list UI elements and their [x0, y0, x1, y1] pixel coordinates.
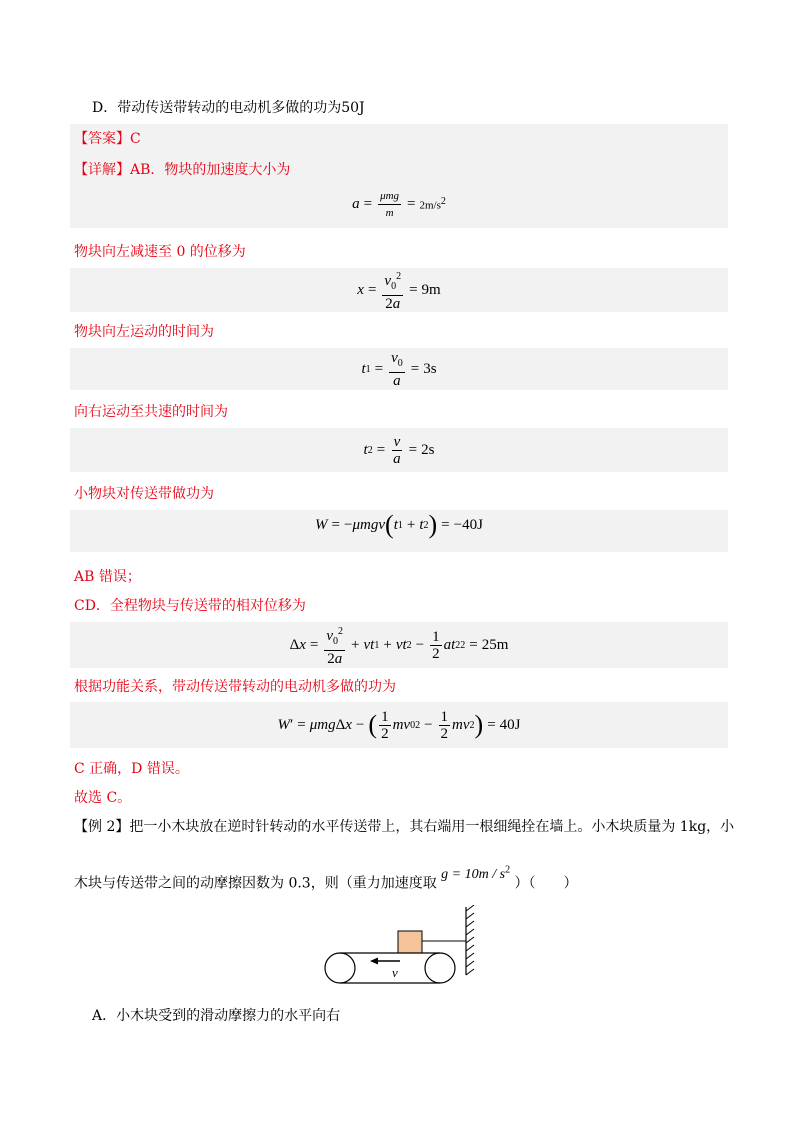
- option-d: D．带动传送带转动的电动机多做的功为50J: [92, 100, 365, 116]
- example2-line2: [74, 864, 578, 895]
- step-relative-text: CD．全程物块与传送带的相对位移为: [74, 598, 306, 614]
- step-work-text: 小物块对传送带做功为: [74, 486, 214, 502]
- example2-text-b: ）（ ）: [514, 875, 578, 892]
- step-energy-text: 根据功能关系，带动传送带转动的电动机多做的功为: [74, 679, 396, 695]
- right-roller: [425, 953, 455, 983]
- detail-intro: AB．物块的加速度大小为: [130, 162, 291, 178]
- step-displacement-text: 物块向左减速至 0 的位移为: [74, 244, 246, 260]
- conveyor-diagram: [320, 905, 490, 989]
- answer-line: [74, 129, 141, 149]
- equation-energy: W ′ = μmg Δ x − ( $\frac{1}{2}$ mv 0 2 − $\frac{1}{2}$ mv 2 ) = 40J: [277, 708, 521, 742]
- equation-displacement: x = $\frac{v_0^2}{2a}$ = 9m: [357, 270, 441, 312]
- example2-line1: 【例 2】把一小木块放在逆时针转动的水平传送带上，其右端用一根细绳拴在墙上。小木块质量为 1kg，小: [74, 819, 735, 835]
- equation-time2: t 2 = $\frac{v}{a}$ = 2s: [363, 433, 435, 467]
- equation-work: W = − μmgv ( t 1 + t 2 ) = −40J: [315, 510, 483, 539]
- wooden-block: [398, 931, 422, 953]
- gravity-text: g = 10m / s: [441, 866, 506, 882]
- detail-tag: 【详解】: [74, 162, 130, 178]
- option-a: A．小木块受到的滑动摩擦力的水平向右: [92, 1008, 341, 1024]
- equation-time1: t 1 = $\frac{v_0}{a}$ = 3s: [361, 349, 437, 389]
- answer-value: C: [130, 131, 141, 147]
- detail-line: [74, 160, 290, 180]
- ab-wrong: AB 错误；: [74, 569, 141, 585]
- left-roller: [325, 953, 355, 983]
- velocity-arrow-head: [370, 958, 378, 965]
- equation-relative: Δ x = $\frac{v_0^2}{2a}$ + vt 1 + vt 2 − $\frac{1}{2}$ at 2 2 = 25m: [289, 625, 509, 667]
- example2-text-a: 木块与传送带之间的动摩擦因数为 0.3，则（重力加速度取: [74, 875, 437, 892]
- answer-tag: 【答案】: [74, 131, 130, 147]
- step-time1-text: 物块向左运动的时间为: [74, 324, 214, 340]
- c-correct: C 正确，D 错误。: [74, 761, 189, 777]
- gravity-value: $g = 10m / s^2$: [441, 864, 511, 882]
- equation-acceleration: a = $\frac{\text{μmg}}{m}$ = $2m/s^2$: [352, 189, 446, 219]
- wall-hatch: [466, 905, 474, 975]
- step-time2-text: 向右运动至共速的时间为: [74, 404, 228, 420]
- velocity-label: v: [392, 965, 398, 980]
- choose-c: 故选 C。: [74, 790, 132, 806]
